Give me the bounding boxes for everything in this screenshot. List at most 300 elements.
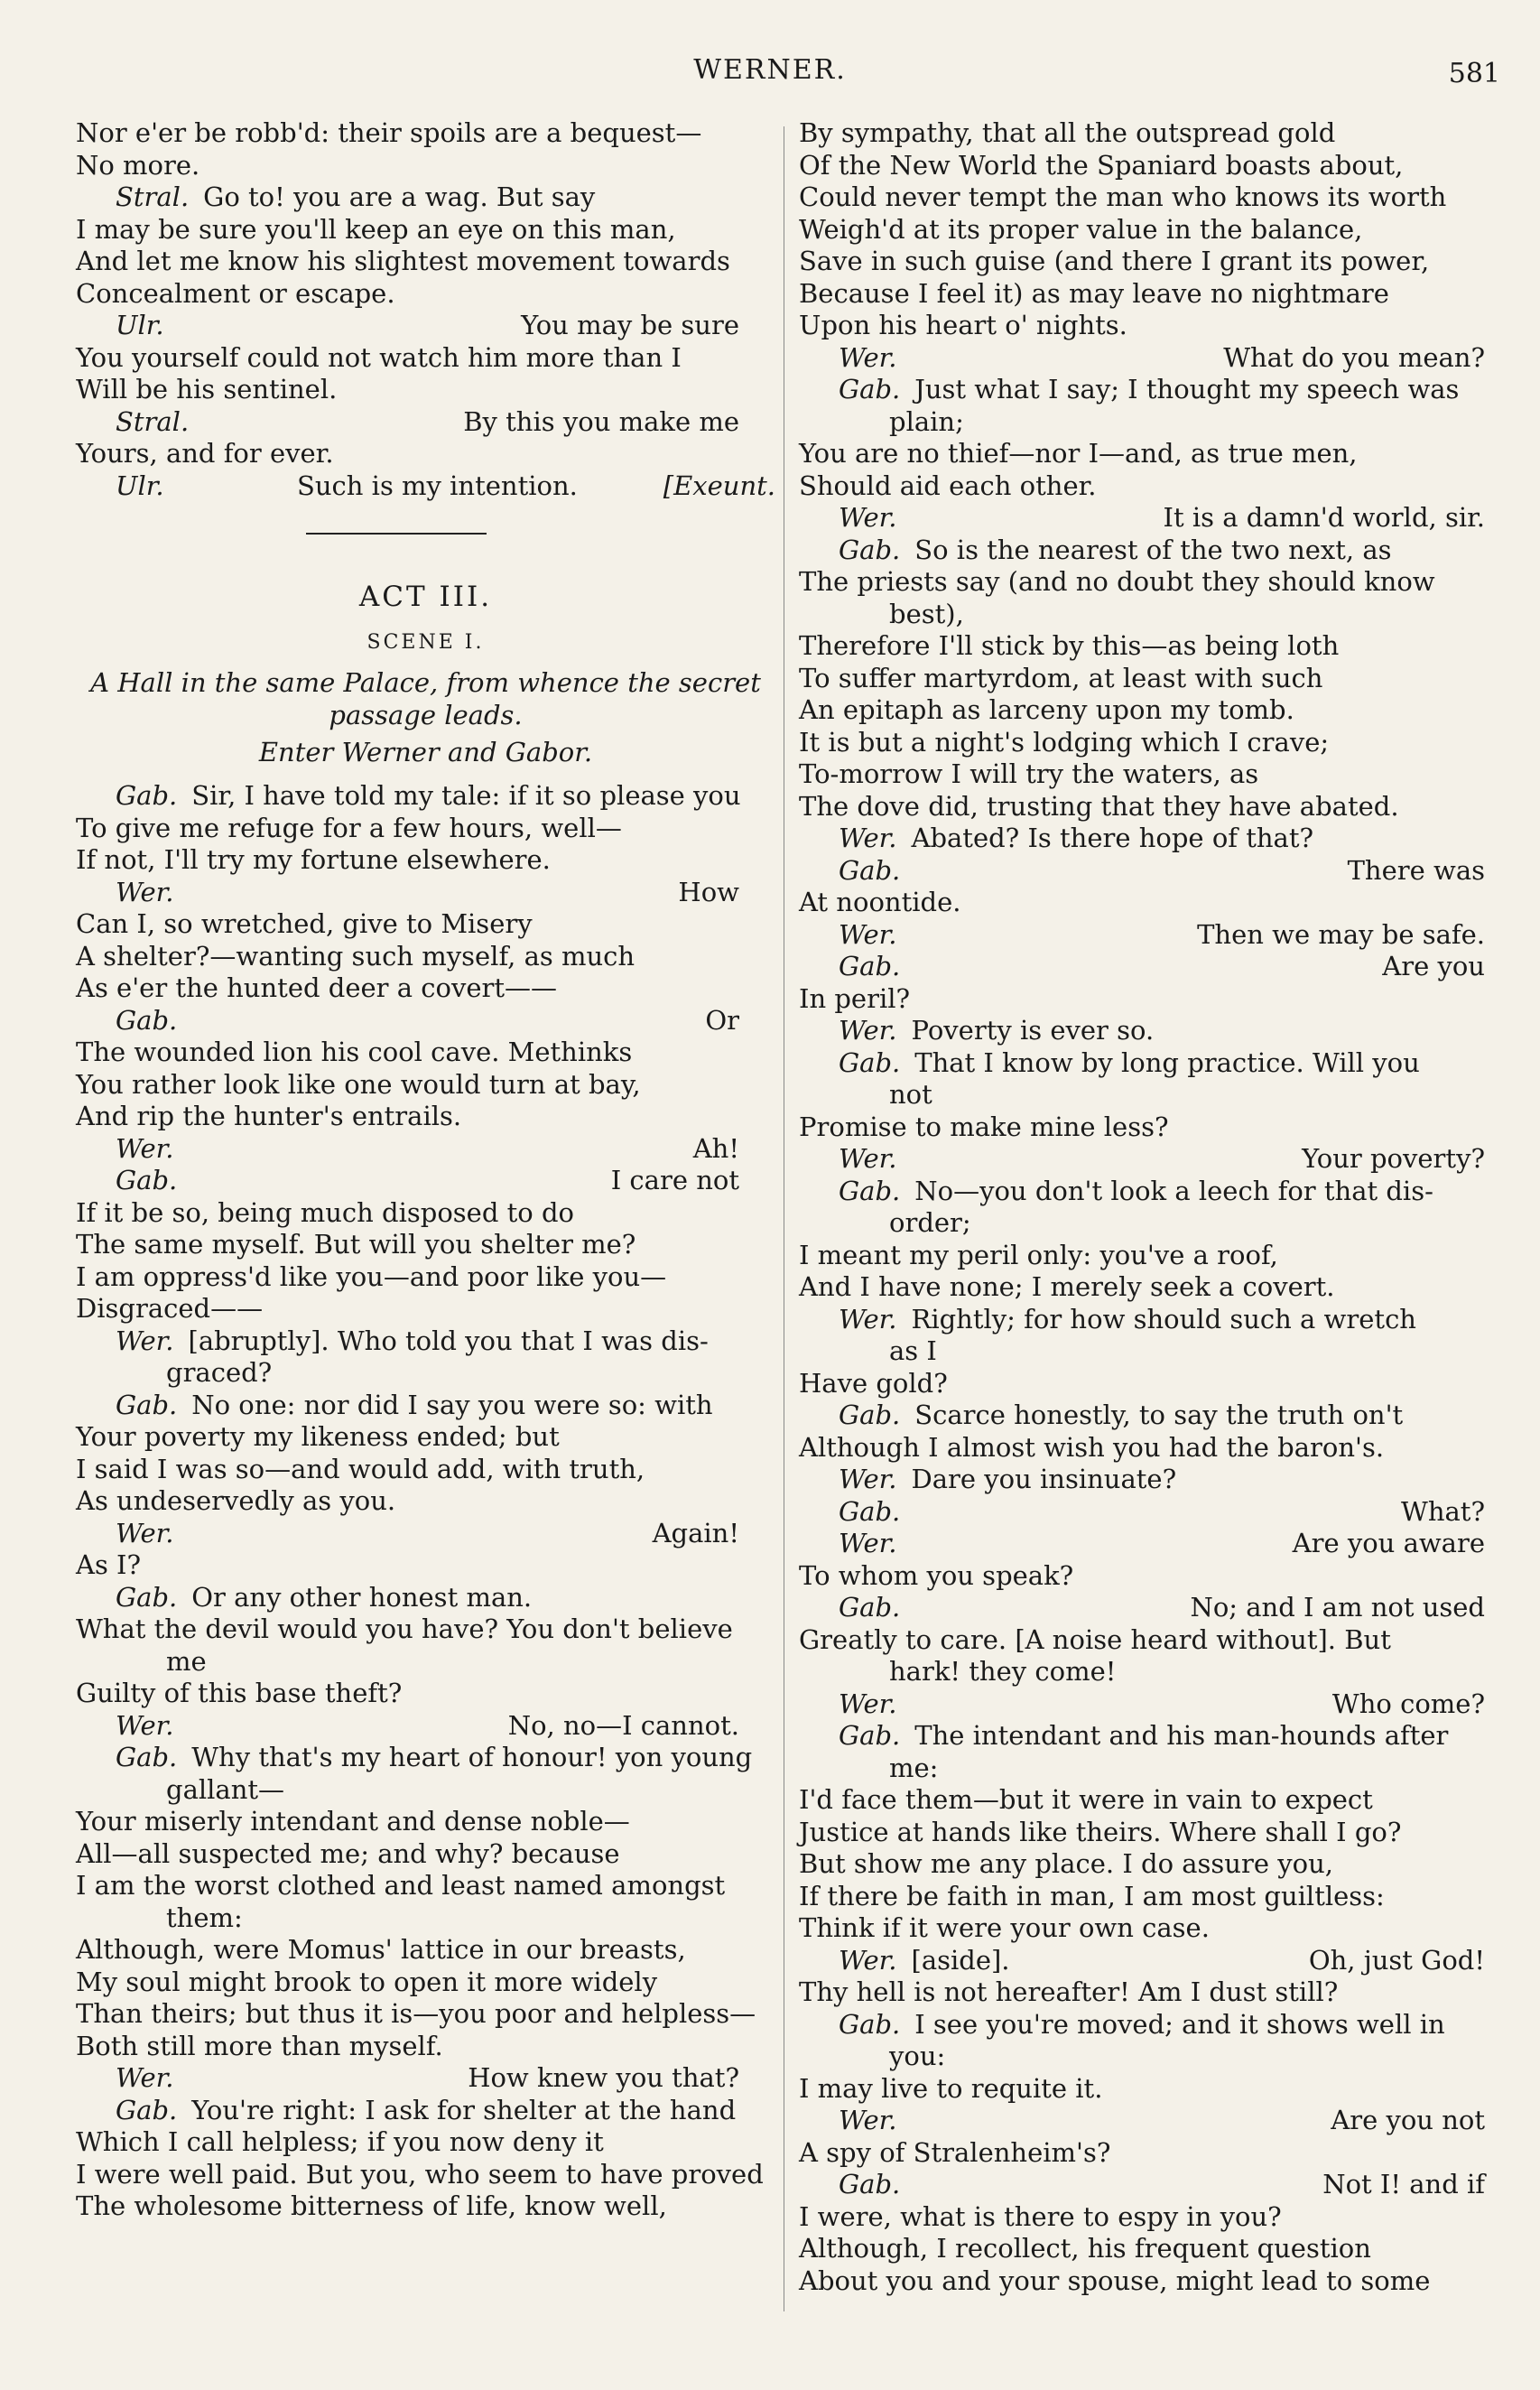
verse-line [799,2233,1494,2265]
line-text: So is the nearest of the two next, as [914,534,1392,565]
speaker-name: Wer. [116,2062,174,2093]
speaker-name: Gab. [839,1720,901,1751]
speaker-name: Wer. [116,1325,174,1356]
speech-line [799,342,1494,375]
line-text: As undeservedly as you. [76,1485,396,1516]
continuation-line [76,1357,775,1390]
act-title: ACT III. [358,581,493,613]
speech-line [76,1710,775,1743]
page-number: 581 [1448,58,1500,89]
verse-line [76,1934,775,1967]
section-rule [76,502,775,556]
line-text: Therefore I'll stick by this—as being loth [799,630,1340,661]
line-text: As I? [76,1549,142,1580]
speech-line [799,535,1494,567]
line-text-right: You may be sure [521,310,739,340]
speech-line [799,2169,1494,2201]
verse-line [76,342,775,375]
continuation-line [76,1774,775,1807]
verse-line [799,887,1494,919]
speech-line [799,1015,1494,1047]
speaker-name: Stral. [116,405,190,437]
verse-line [799,1817,1494,1849]
line-text: A shelter?—wanting such myself, as much [76,940,635,972]
line-text: Nor e'er be robb'd: their spoils are a bequest— [76,117,702,148]
speaker-name: Wer. [839,1143,897,1174]
verse-line [799,1624,1494,1657]
speech-line [799,823,1494,855]
speech-line [799,2105,1494,2137]
line-text: And I have none; I merely seek a covert. [799,1271,1335,1302]
speech-line [76,1742,775,1774]
speech-line [76,470,775,503]
speaker-name: Wer. [839,1528,897,1558]
verse-line [799,1432,1494,1465]
verse-line [799,310,1494,342]
line-text: I may live to requite it. [799,2072,1103,2104]
line-text: Which I call helpless; if you now deny it [76,2126,604,2157]
speech-line [76,1165,775,1197]
stage-direction-enter [76,731,775,780]
line-text: Will be his sentinel. [76,374,338,405]
continuation-line [799,599,1494,631]
speech-line [799,1528,1494,1560]
line-text: Have gold? [799,1367,948,1399]
line-text: The same myself. But will you shelter me? [76,1229,636,1260]
verse-line [76,1037,775,1069]
verse-line [799,566,1494,599]
speech-line [799,1592,1494,1624]
line-text-right: Who come? [1331,1688,1485,1719]
verse-line [76,1229,775,1261]
line-text: No one: nor did I say you were so: with [191,1389,713,1420]
verse-line [76,374,775,406]
line-text: To whom you speak? [799,1559,1074,1591]
line-text: Greatly to care. [A noise heard without]. But [799,1623,1391,1655]
verse-line [76,972,775,1005]
speaker-name: Gab. [116,1165,178,1195]
line-text: Dare you insinuate? [911,1464,1177,1494]
speaker-name: Gab. [839,374,901,405]
page-header [0,54,1540,108]
line-text: [abruptly]. Who told you that I was dis- [188,1325,709,1356]
line-text: The priests say (and no doubt they should know [799,566,1435,597]
verse-line [76,844,775,877]
verse-line [76,1549,775,1582]
left-column [76,117,775,2223]
speech-line [799,1464,1494,1496]
verse-line [799,663,1494,695]
line-text: me: [889,1752,939,1783]
verse-line [799,181,1494,214]
verse-line [799,2073,1494,2106]
line-text-right: Are you [1382,951,1485,981]
speech-line [76,2095,775,2127]
line-text: My soul might brook to open it more widely [76,1966,658,1997]
line-text: Than theirs; but thus it is—you poor and helpless— [76,1998,756,2029]
enter-names: Werner and Gabor. [341,737,593,767]
speech-line [799,1047,1494,1080]
line-text: Your miserly intendant and dense noble— [76,1806,630,1837]
continuation-line [799,406,1494,439]
speech-line [76,1582,775,1614]
scene-title: SCENE I. [366,631,485,654]
line-text: I were, what is there to espy in you? [799,2200,1282,2232]
continuation-line [799,1079,1494,1111]
line-text: hark! they come! [889,1656,1117,1687]
continuation-line [799,1207,1494,1240]
scene-description [76,666,775,731]
verse-line [799,1784,1494,1817]
running-title: WERNER. [693,54,847,86]
line-text: order; [889,1207,971,1238]
line-text: you: [889,2041,946,2071]
line-text: If it be so, being much disposed to do [76,1196,574,1228]
verse-line [76,1613,775,1646]
line-text: And let me know his slightest movement towards [76,246,730,276]
line-text: Just what I say; I thought my speech was [914,374,1460,405]
speaker-name: Gab. [116,1581,178,1613]
line-text: To give me refuge for a few hours, well— [76,812,622,843]
line-text: Go to! you are a wag. But say [203,181,596,212]
line-text-right: Your poverty? [1302,1143,1485,1174]
line-text: Although I almost wish you had the baron's. [799,1431,1385,1463]
line-text: Although, were Momus' lattice in our breasts, [76,1934,686,1965]
speech-line [799,919,1494,952]
verse-line [76,1454,775,1486]
line-text: I said I was so—and would add, with truth, [76,1453,645,1484]
line-text: No more. [76,149,200,181]
speech-line [76,1390,775,1422]
verse-line [76,1870,775,1902]
line-text-right: Or [705,1004,739,1036]
line-text: I may be sure you'll keep an eye on this man, [76,213,676,245]
line-text: The dove did, trusting that they have abated. [799,790,1399,822]
line-text: A spy of Stralenheim's? [799,2136,1111,2168]
line-text: I meant my peril only: you've a roof, [799,1239,1278,1270]
line-text: Should aid each other. [799,470,1097,501]
line-text-right: What? [1401,1495,1485,1527]
verse-line [76,214,775,246]
speaker-name: Gab. [839,1175,901,1206]
line-text: I see you're moved; and it shows well in [914,2008,1445,2040]
verse-line [799,246,1494,278]
speech-line [799,855,1494,888]
line-text: The wounded lion his cool cave. Methinks [76,1037,633,1067]
line-text: The wholesome bitterness of life, know well, [76,2190,667,2221]
speaker-name: Gab. [839,854,901,886]
speaker-name: Gab. [839,951,901,981]
speech-line [799,1176,1494,1208]
line-text: [aside]. [911,1944,1010,1976]
speech-line [76,2062,775,2095]
verse-line [799,630,1494,663]
line-text: Scarce honestly, to say the truth on't [914,1400,1404,1430]
line-text-right: No; and I am not used [1190,1592,1485,1623]
line-text: If not, I'll try my fortune elsewhere. [76,844,551,875]
right-column [799,117,1494,2297]
speaker-name: Wer. [839,1944,897,1976]
speaker-name: Wer. [839,823,897,853]
line-text-right: How knew you that? [468,2062,739,2093]
speaker-name: Wer. [839,1464,897,1494]
speaker-name: Gab. [839,2169,901,2199]
line-text: Both still more than myself. [76,2030,443,2061]
verse-line [799,694,1494,727]
verse-line [76,117,775,150]
line-text-right: Not I! and if [1322,2169,1485,2199]
verse-line [76,1678,775,1710]
line-text: No—you don't look a leech for that dis- [914,1175,1433,1206]
line-text: Your poverty my likeness ended; but [76,1421,560,1452]
verse-line [799,1912,1494,1945]
line-text: Of the New World the Spaniard boasts about, [799,149,1404,181]
continuation-line [799,1753,1494,1785]
speaker-name: Gab. [116,780,178,811]
line-text: You're right: I ask for shelter at the hand [191,2094,737,2125]
line-text: I'd face them—but it were in vain to expect [799,1784,1373,1815]
verse-line [76,246,775,278]
line-text: As e'er the hunted deer a covert—— [76,972,558,1003]
line-text: I am the worst clothed and least named amongst [76,1870,726,1901]
line-text: Justice at hands like theirs. Where shall I go? [799,1816,1402,1847]
continuation-line [799,1656,1494,1688]
speech-line [799,1720,1494,1753]
line-text-right: It is a damn'd world, sir. [1163,502,1485,533]
verse-line [76,1101,775,1133]
verse-line [799,727,1494,759]
line-text: But show me any place. I do assure you, [799,1848,1333,1879]
speech-line [799,1945,1494,1977]
speaker-name: Wer. [116,1132,174,1164]
line-text-right: Are you aware [1292,1528,1485,1558]
line-text: About you and your spouse, might lead to some [799,2264,1431,2296]
verse-line [799,791,1494,823]
verse-line [799,758,1494,791]
left-column-top-lines [76,117,775,502]
line-text: me [166,1645,207,1677]
line-text: Can I, so wretched, give to Misery [76,908,533,939]
scene-description-line: passage leads. [329,700,523,730]
speaker-name: Gab. [116,2094,178,2125]
verse-line [76,908,775,941]
line-text-right: How [678,876,739,907]
line-text: The intendant and his man-hounds after [914,1720,1449,1751]
line-text: Concealment or escape. [76,277,395,309]
continuation-line [76,1902,775,1935]
line-text-right: I care not [610,1165,739,1195]
line-text-right: Then we may be safe. [1197,918,1485,950]
verse-line [76,2031,775,2063]
line-text: And rip the hunter's entrails. [76,1101,462,1131]
speaker-name: Wer. [839,1015,897,1046]
line-text-right: Again! [652,1517,739,1548]
line-text: as I [889,1335,937,1366]
speaker-name: Stral. [116,181,190,212]
line-text: graced? [166,1357,273,1388]
verse-line [799,2201,1494,2234]
speech-line [76,877,775,909]
verse-line [76,1421,775,1454]
verse-line [799,214,1494,246]
line-text: You are no thief—nor I—and, as true men, [799,438,1358,469]
verse-line [76,150,775,182]
speaker-name: Wer. [839,1303,897,1334]
line-text: It is but a night's lodging which I crave; [799,726,1330,758]
line-text-right: By this you make me [463,405,739,437]
line-text: By sympathy, that all the outspread gold [799,117,1336,148]
speech-line [76,1518,775,1550]
verse-line [76,941,775,973]
line-text: Or any other honest man. [191,1581,533,1613]
speech-line [76,310,775,342]
line-text-right: There was [1347,854,1485,886]
line-text: Why that's my heart of honour! yon young [191,1742,753,1772]
speech-line [799,2009,1494,2041]
verse-line [799,1240,1494,1272]
line-text: Sir, I have told my tale: if it so please you [191,780,741,811]
line-text: That I know by long practice. Will you [914,1046,1420,1078]
verse-line [76,1197,775,1230]
speaker-name: Gab. [116,1389,178,1420]
verse-line [76,278,775,311]
verse-line [76,1967,775,1999]
line-text: not [889,1079,932,1110]
verse-line [799,1111,1494,1144]
left-column-bottom-lines [76,780,775,2223]
line-text: Abated? Is there hope of that? [911,823,1314,853]
verse-line [799,2137,1494,2170]
line-text: Poverty is ever so. [911,1015,1155,1046]
speech-line [799,1304,1494,1336]
line-text: Rightly; for how should such a wretch [911,1303,1416,1334]
speaker-name: Wer. [839,1688,897,1719]
line-text: Could never tempt the man who knows its worth [799,181,1447,212]
speaker-name: Ulr. [116,310,164,340]
line-text: gallant— [166,1773,285,1805]
right-column-lines [799,117,1494,2297]
line-text: Yours, and for ever. [76,438,334,469]
verse-line [799,1560,1494,1593]
speaker-name: Wer. [839,918,897,950]
verse-line [76,2159,775,2191]
verse-line [799,438,1494,470]
line-text: Think if it were your own case. [799,1912,1210,1943]
verse-line [76,1998,775,2031]
speech-line [799,1688,1494,1721]
line-text: To suffer martyrdom, at least with such [799,662,1323,693]
speech-line [76,1133,775,1166]
verse-line [799,1271,1494,1304]
line-text: To-morrow I will try the waters, as [799,758,1259,789]
verse-line [799,150,1494,182]
line-text: If there be faith in man, I am most guiltless: [799,1880,1385,1911]
line-text: them: [166,1902,243,1933]
verse-line [76,2190,775,2223]
speaker-name: Wer. [116,1517,174,1548]
speaker-name: Gab. [839,1495,901,1527]
speaker-name: Wer. [839,341,897,373]
stage-direction: [Exeunt. [663,470,775,501]
line-text-right: Such is my intention. [297,470,578,501]
line-text: Guilty of this base theft? [76,1678,403,1708]
verse-line [76,438,775,470]
line-text: An epitaph as larceny upon my tomb. [799,694,1294,725]
line-text-right: No, no—I cannot. [507,1709,739,1741]
verse-line [76,813,775,845]
line-text: I am oppress'd like you—and poor like you— [76,1260,667,1292]
verse-line [76,1806,775,1838]
speech-line [799,1143,1494,1176]
speaker-name: Gab. [839,1400,901,1430]
verse-line [799,1368,1494,1400]
speech-line [799,951,1494,983]
line-text: Save in such guise (and there I grant its power, [799,246,1430,276]
line-text: All—all suspected me; and why? because [76,1837,620,1869]
speaker-name: Gab. [839,1592,901,1623]
line-text: You yourself could not watch him more than I [76,341,682,373]
verse-line [799,1976,1494,2009]
line-text: best), [889,598,964,629]
speaker-name: Gab. [116,1742,178,1772]
speaker-name: Wer. [116,876,174,907]
line-text: Thy hell is not hereafter! Am I dust still? [799,1976,1339,2007]
speaker-name: Wer. [839,2105,897,2135]
speech-line [76,181,775,214]
line-text: Promise to make mine less? [799,1111,1169,1142]
verse-line [799,470,1494,503]
speech-line [76,406,775,439]
verse-line [799,1848,1494,1881]
speech-line [76,1005,775,1037]
continuation-line [799,2041,1494,2073]
line-text-right: Oh, just God! [1308,1944,1485,1976]
speaker-name: Ulr. [116,470,164,501]
line-text: Although, I recollect, his frequent question [799,2233,1371,2264]
scene-description-line: A Hall in the same Palace, from whence the secret [90,667,761,698]
verse-line [799,278,1494,311]
verse-line [76,1838,775,1871]
line-text: Upon his heart o' nights. [799,310,1127,340]
continuation-line [799,1335,1494,1368]
speaker-name: Wer. [839,502,897,533]
verse-line [76,1293,775,1325]
speech-line [799,1400,1494,1432]
speaker-name: Gab. [839,1046,901,1078]
speech-line [799,1496,1494,1529]
speaker-name: Wer. [116,1709,174,1741]
verse-line [76,1069,775,1102]
speaker-name: Gab. [839,2008,901,2040]
speech-line [76,780,775,813]
continuation-line [76,1646,775,1679]
line-text: Weigh'd at its proper value in the balance, [799,213,1363,245]
line-text: Because I feel it) as may leave no nightmare [799,277,1389,309]
line-text-right: Ah! [692,1132,739,1164]
speaker-name: Gab. [839,534,901,565]
speech-line [799,502,1494,535]
verse-line [799,117,1494,150]
line-text: What the devil would you have? You don't believe [76,1613,733,1644]
verse-line [799,1881,1494,1913]
verse-line [799,2265,1494,2298]
line-text: Disgraced—— [76,1293,264,1324]
line-text: You rather look like one would turn at bay, [76,1068,641,1100]
line-text: At noontide. [799,887,961,917]
line-text: In peril? [799,982,911,1014]
line-text: I were well paid. But you, who seem to have proved [76,2158,764,2190]
speech-line [76,1325,775,1358]
